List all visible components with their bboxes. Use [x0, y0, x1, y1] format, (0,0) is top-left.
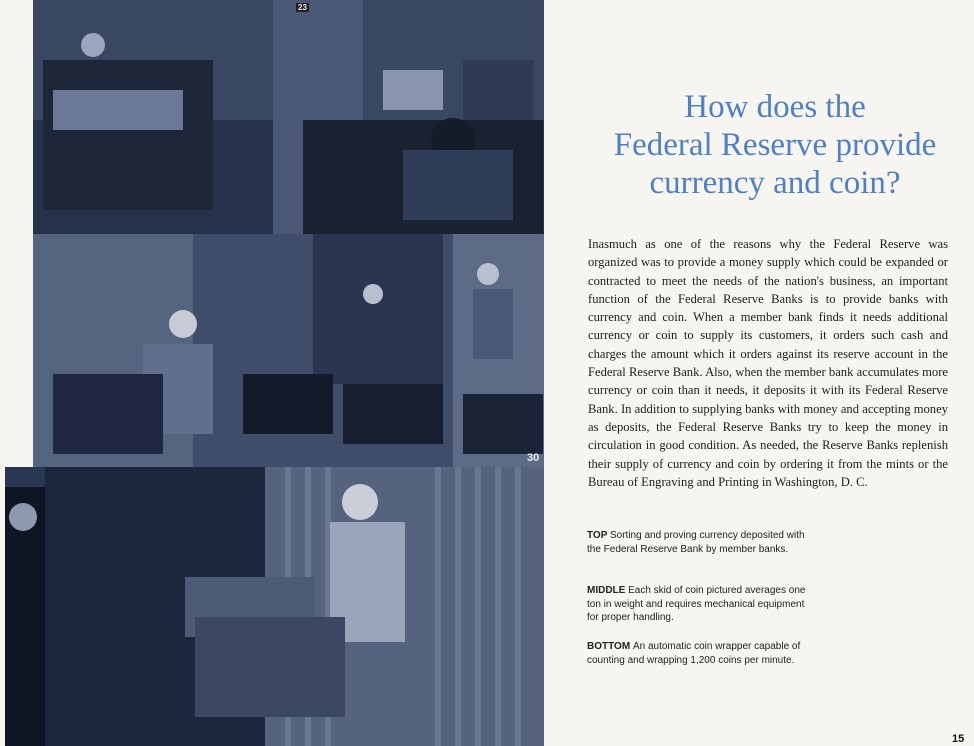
page-number: 15: [952, 733, 965, 745]
caption-bottom: [587, 640, 817, 667]
caption-top-label: TOP: [587, 530, 610, 541]
photo-top-number: 23: [298, 3, 307, 12]
caption-top-text: Sorting and proving currency deposited with the Federal Reserve Bank by member banks.: [587, 530, 805, 555]
title-line-2: Federal Reserve provide: [613, 127, 937, 163]
photo-top-currency-sorting: [33, 0, 544, 234]
page-title: [575, 88, 974, 202]
photo-bottom-coin-wrapper: [5, 467, 544, 746]
caption-top: [587, 529, 817, 556]
body-paragraph: Inasmuch as one of the reasons why the Federal Reserve was organized was to provide a money supply which could be expanded or contracted to meet the needs of the nation's business, an important function of the Federal Reserve Banks is to provide banks with currency and coin. When a member bank finds it needs additional currency or coin to supply its customers, it orders such cash and charges the amount which it orders against its reserve account in the Federal Reserve Bank. Also, when the member bank accumulates more currency or coin than it needs, it deposits it with its Federal Reserve Bank. In addition to supplying banks with money and accepting money as deposits, the Federal Reserve Banks try to keep the money in circulation in good condition. As needed, the Reserve Banks replenish their supply of currency and coin by ordering it from the mints or the Bureau of Engraving and Printing in Washington, D. C.: [588, 237, 948, 489]
caption-middle: [587, 584, 817, 625]
photo-middle-coin-skids: [33, 234, 544, 467]
caption-middle-text: Each skid of coin pictured averages one ton in weight and requires mechanical equipment for proper handling.: [587, 585, 806, 623]
title-line-1: How does the: [684, 89, 866, 125]
caption-bottom-text: An automatic coin wrapper capable of counting and wrapping 1,200 coins per minute.: [587, 641, 801, 666]
photo-middle-number: 30: [527, 452, 540, 464]
caption-bottom-label: BOTTOM: [587, 641, 633, 652]
title-line-3: currency and coin?: [649, 165, 901, 201]
caption-middle-label: MIDDLE: [587, 585, 629, 596]
